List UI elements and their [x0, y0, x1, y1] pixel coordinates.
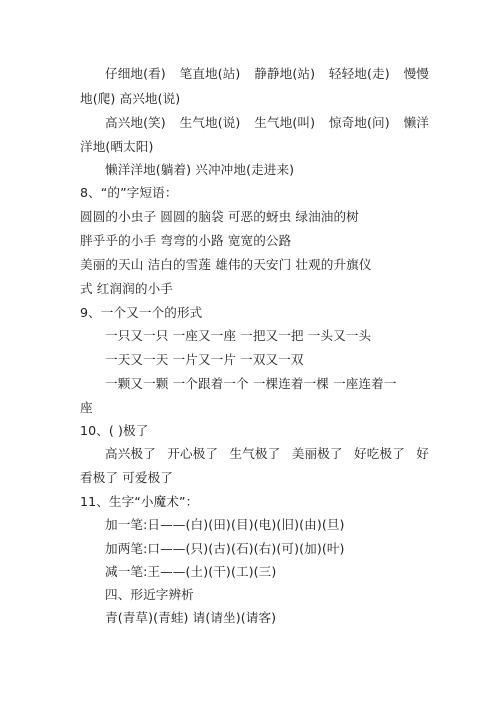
text-line: 加两笔:口——(只)(古)(石)(右)(可)(加)(叶) [105, 541, 345, 556]
text-line: 一天又一天 一片又一片 一双又一双 [105, 352, 304, 367]
text-line: 圆圆的小虫子 圆圆的脑袋 可恶的蚜虫 绿油油的树 [80, 209, 359, 224]
text-segment: 好吃极了 [354, 446, 405, 461]
section-heading: 11、生字“小魔术”： [80, 494, 199, 509]
text-line: 懒洋洋地(躺着) 兴冲冲地(走进来) [105, 162, 295, 177]
text-line: 加一笔:日——(白)(田)(目)(电)(旧)(由)(旦) [105, 517, 345, 532]
text-line: 一只又一只 一座又一座 一把又一把 一头又一头 [105, 328, 372, 343]
text-segment: 高兴地(笑) [105, 115, 166, 130]
text-line: 洋地(晒太阳) [80, 139, 154, 154]
text-segment: 开心极了 [167, 446, 219, 461]
text-segment: 轻轻地(走) [328, 66, 390, 81]
section-heading: 9、一个又一个的形式 [80, 305, 203, 320]
text-segment: 生气地(叫) [254, 115, 316, 130]
text-segment: 懒洋 [403, 115, 429, 130]
text-line: 青(青草)(青蛙) 请(请坐)(请客) [105, 610, 277, 625]
text-line [105, 66, 429, 82]
text-line: 胖乎乎的小手 弯弯的小路 宽宽的公路 [80, 233, 292, 248]
text-segment: 美丽极了 [291, 446, 343, 461]
text-line [105, 446, 429, 462]
section-heading: 8、“的”字短语： [80, 185, 178, 200]
text-segment: 高兴极了 [105, 446, 156, 461]
text-line: 美丽的天山 洁白的雪莲 雄伟的天安门 壮观的升旗仪 [80, 257, 372, 272]
text-segment: 慢慢 [403, 66, 429, 81]
text-line: 减一笔:王——(土)(干)(工)(三) [105, 564, 277, 579]
text-segment: 仔细地(看) [105, 66, 166, 81]
text-segment: 笔直地(站) [179, 66, 241, 81]
section-heading: 10、( )极了 [80, 423, 149, 438]
text-segment: 惊奇地(问) [328, 115, 390, 130]
text-line: 看极了 可爱极了 [80, 470, 173, 485]
text-line: 地(爬) 高兴地(说) [80, 91, 181, 106]
text-line: 座 [80, 400, 93, 415]
text-segment: 生气地(说) [179, 115, 241, 130]
text-segment: 生气极了 [229, 446, 281, 461]
text-segment: 好 [416, 446, 429, 461]
section-heading: 四、形近字辨析 [105, 587, 194, 602]
text-line: 一颗又一颗 一个跟着一个 一棵连着一棵 一座连着一 [105, 376, 397, 391]
text-line: 式 红润润的小手 [80, 281, 173, 296]
text-line [105, 115, 429, 131]
text-segment: 静静地(站) [254, 66, 316, 81]
